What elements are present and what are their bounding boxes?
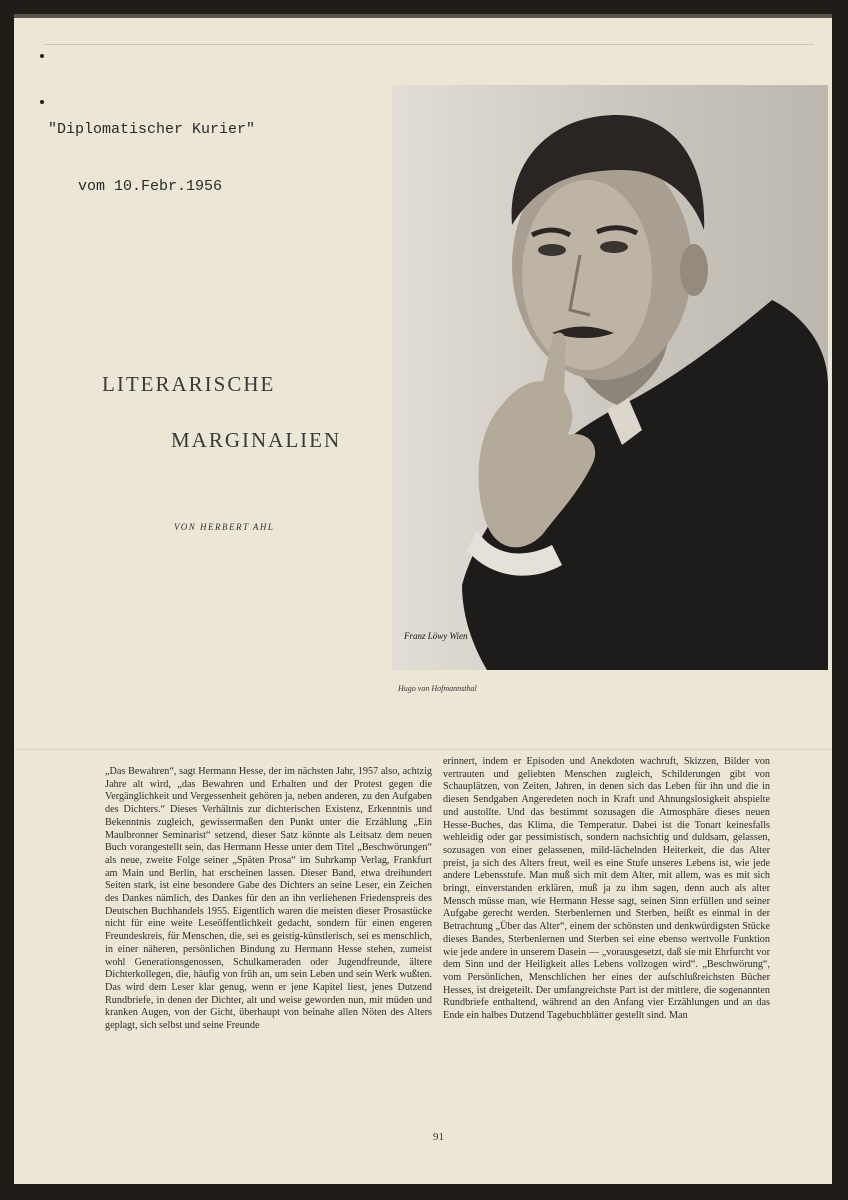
article-column-right (443, 756, 770, 1023)
article-title-line-2: MARGINALIEN (171, 428, 342, 452)
top-edge-line (14, 14, 832, 18)
document-page (14, 14, 832, 1184)
article-column-left (105, 766, 432, 1033)
punch-dot (40, 100, 44, 104)
page-crease (14, 749, 832, 750)
photo-caption: Hugo von Hofmannsthal (398, 684, 477, 693)
page-number: 91 (433, 1131, 444, 1143)
annotation-line-1: "Diplomatischer Kurier" (48, 121, 256, 138)
column-right-text: erinnert, indem er Episoden und Anekdoten wachruft, Skizzen, Bilder von vertrauten und geliebten Menschen zugleich, Schilderungen gibt von Schauplätzen, von Zeiten, Jahren, in denen sich das Leben für ihn und die in diesen Sendgaben Angeredeten noch in Kraft und Ahnungslosigkeit abspielte und austollte. Und das bestimmt sozusagen die Atmosphäre dieses neuen Hesse-Buches, das Klima, die Temperatur. Dabei ist die Tonart keinesfalls wehleidig oder gar pessimistisch, sondern nachsichtig und duldsam, gelassen, sozusagen von einer gelassenen, mild-lächelnden Heiterkeit, die das Alter preist, ja sich des Alters freut, weil es eine Stufe unseres Lebens ist, wie jede andere Lebensstufe. Man muß sich mit dem Alter, mit allem, was es mit sich bringt, einverstanden erklären, muß ja zu ihm sagen, denn auch als alter Mensch müsse man, wie Hermann Hesse sagt, seinen Sinn erfüllen und seiner Aufgabe gerecht werden. Sterbenlernen und Sterben, heißt es einmal in der Betrachtung „Über das Alter“, einem der schönsten und denkwürdigsten Stücke dieses Bandes, Sterbenlernen und Sterben sei eine ebenso wertvolle Funktion wie jede andere in unserem Dasein — „vorausgesetzt, daß sie mit Ehrfurcht vor dem Sinn und der Heiligkeit alles Lebens vollzogen wird“. „Beschwörung“, vom Persönlichen, Menschlichen her eines der aufschlußreichsten Bücher Hesses, ist dreigeteilt. Der umfangreichste Part ist der mittlere, die sogenannten Rundbriefe enthaltend, während an den Anfang vier Erzählungen und an das Ende ein halbes Dutzend Tagebuchblätter gestellt sind. Man (443, 756, 770, 1022)
typed-annotation (48, 82, 255, 234)
punch-dot (40, 54, 44, 58)
fold-line (44, 44, 814, 45)
portrait-photo (392, 85, 828, 670)
portrait-illustration (392, 85, 828, 670)
annotation-line-2: vom 10.Febr.1956 (78, 178, 223, 195)
article-title-line-1: LITERARISCHE (102, 372, 276, 396)
column-left-text: „Das Bewahren“, sagt Hermann Hesse, der im nächsten Jahr, 1957 also, achtzig Jahre alt wird, „das Bewahren und Erhalten und der Protest gegen die Vergänglichkeit und Vergessenheit gehören ja, neben anderen, zu den Aufgaben des Dichters.“ Dieses Verhältnis zur dichterischen Existenz, Erkenntnis und Bekenntnis zugleich, gewissermaßen den Punkt unter die Erzählung „Ein Maulbronner Seminarist“ setzend, dieser Satz könnte als Leitsatz dem neuen Buch vorangestellt sein, das Hermann Hesse unter dem Titel „Beschwörungen“ als neue, zweite Folge seiner „Späten Prosa“ im Suhrkamp Verlag, Frankfurt am Main und Berlin, hat erscheinen lassen. Dieser Band, etwa dreihundert Seiten stark, ist eine besondere Gabe des Dichters an seine Leser, ein Zeichen des Dankes nämlich, des Dankes für den an ihn verliehenen Friedenspreis des Deutschen Buchhandels 1955. Eigentlich waren die meisten dieser Prosastücke nicht für eine weite Leseöffentlichkeit gedacht, sondern für einen engeren Freundeskreis, für Menschen, die, sei es geistig-künstlerisch, sei es menschlich, in einer näheren, persönlichen Bindung zu Hermann Hesse stehen, zumeist wohl Generationsgenossen, Schulkameraden oder Jugendfreunde, ältere Dichterkollegen, die, häufig von früh an, um sein Leben und sein Werk wußten. Das wird dem Leser klar genug, wenn er jene Kapitel liest, jenes Dutzend Rundbriefe, in denen der Dichter, alt und weise geworden nun, mit müden und kranken Augen, von der Gicht, überhaupt von beinahe allen Nöten des Alters geplagt, sich selbst und seine Freunde (105, 766, 432, 1032)
photographer-signature: Franz Löwy Wien (404, 631, 468, 641)
article-byline: VON HERBERT AHL (174, 522, 275, 532)
